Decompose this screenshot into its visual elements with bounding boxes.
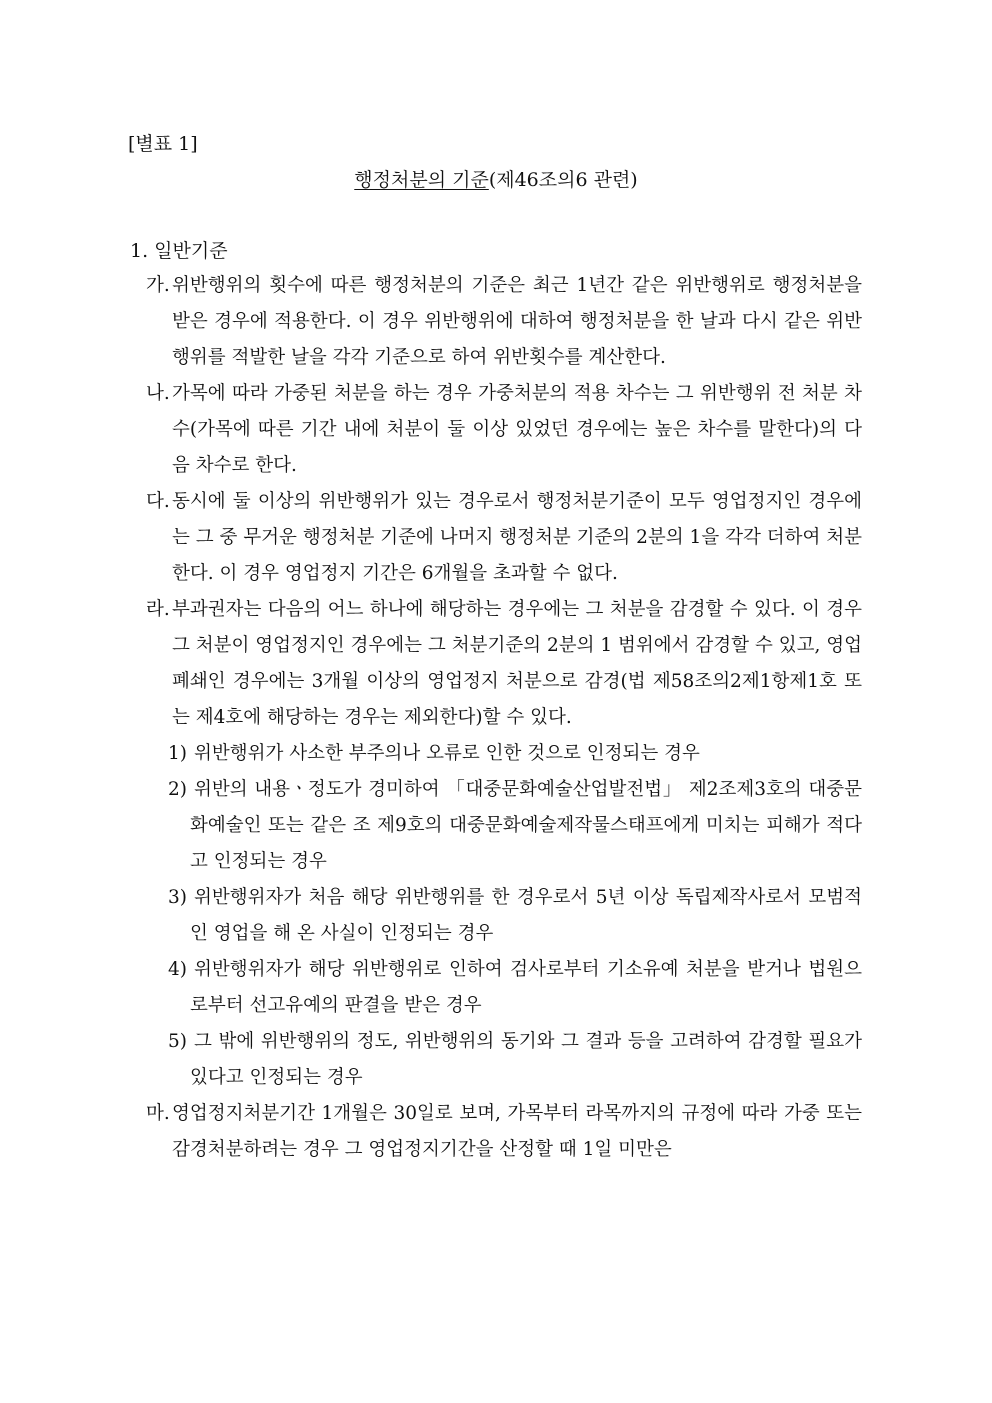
section-body: [0, 268, 992, 1168]
item-text: 동시에 둘 이상의 위반행위가 있는 경우로서 행정처분기준이 모두 영업정지인 경우에는 그 중 무거운 행정처분 기준에 나머지 행정처분 기준의 2분의 1을 각각 더하여 처분한다. 이 경우 영업정지 기간은 6개월을 초과할 수 없다.: [172, 491, 862, 584]
subitem-text: 위반의 내용ㆍ정도가 경미하여 「대중문화예술산업발전법」 제2조제3호의 대중문화예술인 또는 같은 조 제9호의 대중문화예술제작물스태프에게 미치는 피해가 적다고 인정되는 경우: [190, 779, 862, 872]
sub-list-item: [168, 952, 862, 1024]
list-item: [146, 484, 862, 592]
list-item: [146, 1096, 862, 1168]
sub-list-item: [168, 772, 862, 880]
subitem-text: 그 밖에 위반행위의 정도, 위반행위의 동기와 그 결과 등을 고려하여 감경할 필요가 있다고 인정되는 경우: [190, 1031, 862, 1088]
subitem-label: 4): [168, 959, 187, 980]
item-text: 위반행위의 횟수에 따른 행정처분의 기준은 최근 1년간 같은 위반행위로 행정처분을 받은 경우에 적용한다. 이 경우 위반행위에 대하여 행정처분을 한 날과 다시 같은 위반행위를 적발한 날을 각각 기준으로 하여 위반횟수를 계산한다.: [172, 275, 862, 368]
item-text: 부과권자는 다음의 어느 하나에 해당하는 경우에는 그 처분을 감경할 수 있다. 이 경우 그 처분이 영업정지인 경우에는 그 처분기준의 2분의 1 범위에서 감경할 수 있고, 영업폐쇄인 경우에는 3개월 이상의 영업정지 처분으로 감경(법 제58조의2제1항제1호 또는 제4호에 해당하는 경우는 제외한다)할 수 있다.: [172, 599, 862, 728]
item-label: 라.: [146, 599, 170, 620]
annex-label: [별표 1]: [128, 133, 198, 155]
subitem-text: 위반행위자가 해당 위반행위로 인하여 검사로부터 기소유예 처분을 받거나 법원으로부터 선고유예의 판결을 받은 경우: [190, 959, 862, 1016]
subitem-text: 위반행위가 사소한 부주의나 오류로 인한 것으로 인정되는 경우: [194, 743, 700, 764]
document-title-suffix: (제46조의6 관련): [488, 169, 638, 191]
item-label: 나.: [146, 383, 170, 404]
item-text: 영업정지처분기간 1개월은 30일로 보며, 가목부터 라목까지의 규정에 따라 가중 또는 감경처분하려는 경우 그 영업정지기간을 산정할 때 1일 미만은: [172, 1103, 862, 1160]
subitem-text: 위반행위자가 처음 해당 위반행위를 한 경우로서 5년 이상 독립제작사로서 모범적인 영업을 해 온 사실이 인정되는 경우: [190, 887, 862, 944]
list-item: [146, 376, 862, 484]
list-item: [146, 268, 862, 376]
subitem-label: 5): [168, 1031, 187, 1052]
subitem-label: 2): [168, 779, 187, 800]
sub-list-item: [168, 736, 862, 772]
document-title: [0, 167, 992, 193]
item-text: 가목에 따라 가중된 처분을 하는 경우 가중처분의 적용 차수는 그 위반행위 전 처분 차수(가목에 따른 기간 내에 처분이 둘 이상 있었던 경우에는 높은 차수를 말한다)의 다음 차수로 한다.: [172, 383, 862, 476]
document-title-main: 행정처분의 기준: [354, 169, 489, 191]
subitem-label: 1): [168, 743, 187, 764]
item-label: 마.: [146, 1103, 170, 1124]
sub-list-item: [168, 880, 862, 952]
item-label: 다.: [146, 491, 170, 512]
list-item: [146, 592, 862, 736]
sub-list-item: [168, 1024, 862, 1096]
section-heading: 1. 일반기준: [130, 240, 228, 262]
subitem-label: 3): [168, 887, 187, 908]
item-label: 가.: [146, 275, 170, 296]
